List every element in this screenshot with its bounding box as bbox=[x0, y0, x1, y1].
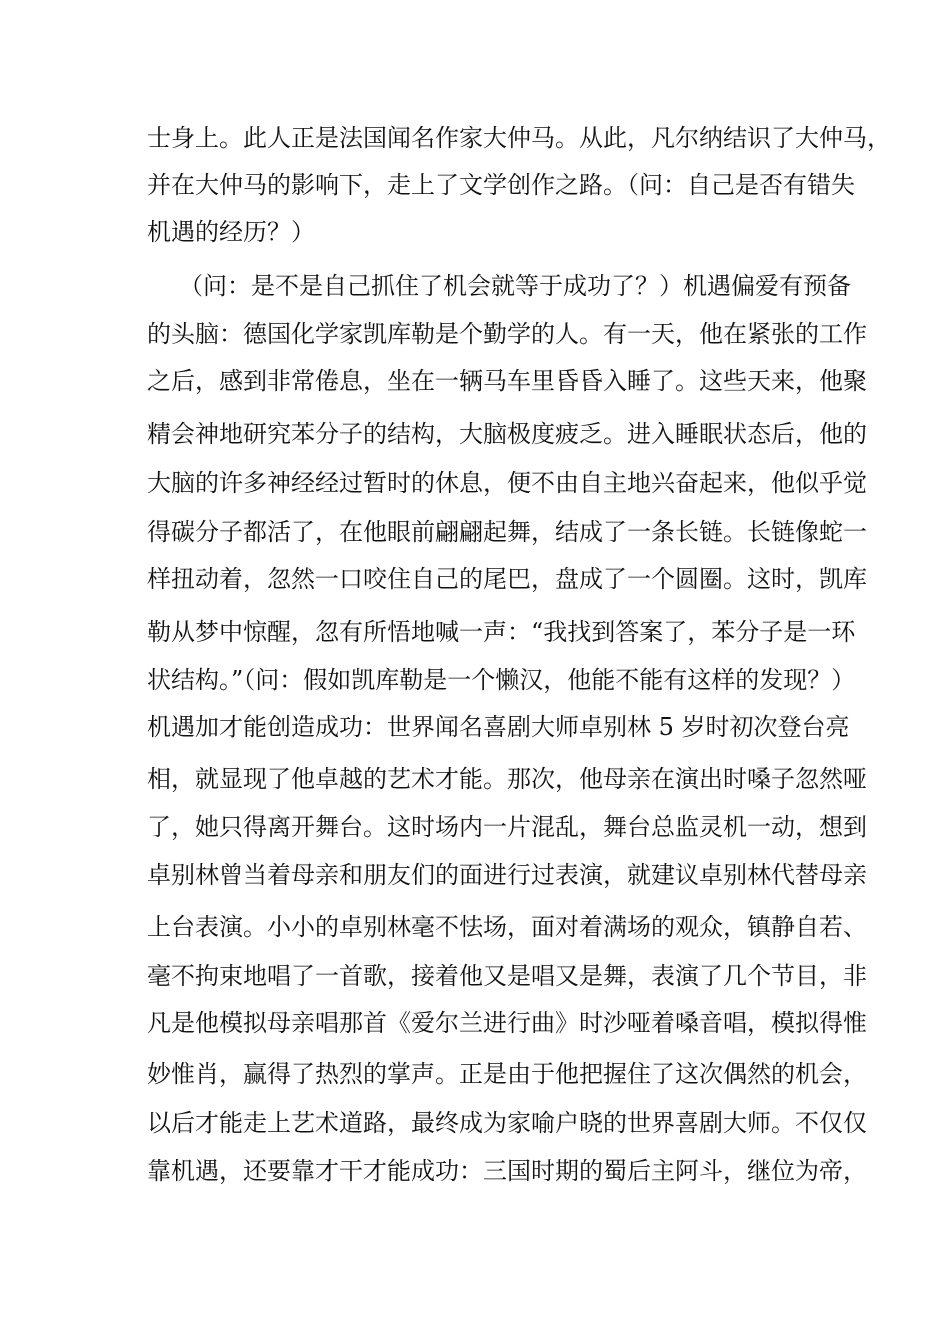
text-line: 靠机遇，还要靠才干才能成功：三国时期的蜀后主阿斗，继位为帝， bbox=[147, 1157, 867, 1185]
text-line: 勒从梦中惊醒，忽有所悟地喊一声：“我找到答案了，苯分子是一环 bbox=[147, 618, 856, 646]
text-line: 的头脑：德国化学家凯库勒是个勤学的人。有一天，他在紧张的工作 bbox=[147, 320, 867, 348]
text-line: 上台表演。小小的卓别林毫不怯场，面对着满场的观众，镇静自若、 bbox=[147, 913, 867, 941]
text-line: 机遇的经历？） bbox=[147, 218, 315, 246]
text-line: 士身上。此人正是法国闻名作家大仲马。从此，凡尔纳结识了大仲马， bbox=[147, 124, 891, 152]
text-line: 凡是他模拟母亲唱那首《爱尔兰进行曲》时沙哑着嗓音唱，模拟得惟 bbox=[147, 1009, 867, 1037]
text-line: （问：是不是自己抓住了机会就等于成功了？）机遇偏爱有预备 bbox=[179, 272, 851, 300]
text-line: 大脑的许多神经经过暂时的休息，便不由自主地兴奋起来，他似乎觉 bbox=[147, 469, 867, 497]
text-line: 卓别林曾当着母亲和朋友们的面进行过表演，就建议卓别林代替母亲 bbox=[147, 861, 867, 889]
text-line: 以后才能走上艺术道路，最终成为家喻户晓的世界喜剧大师。不仅仅 bbox=[147, 1109, 867, 1137]
text-line: 得碳分子都活了，在他眼前翩翩起舞，结成了一条长链。长链像蛇一 bbox=[147, 518, 867, 546]
text-line: 并在大仲马的影响下，走上了文学创作之路。（问：自己是否有错失 bbox=[147, 171, 855, 199]
text-line: 状结构。”（问：假如凯库勒是一个懒汉，他能不能有这样的发现？） bbox=[147, 666, 856, 694]
text-line: 精会神地研究苯分子的结构，大脑极度疲乏。进入睡眠状态后，他的 bbox=[147, 420, 867, 448]
text-line: 样扭动着，忽然一口咬住自己的尾巴，盘成了一个圆圈。这时，凯库 bbox=[147, 565, 867, 593]
text-line: 了，她只得离开舞台。这时场内一片混乱，舞台总监灵机一动，想到 bbox=[147, 813, 867, 841]
text-line: 机遇加才能创造成功：世界闻名喜剧大师卓别林 5 岁时初次登台亮 bbox=[147, 713, 850, 741]
text-line: 毫不拘束地唱了一首歌，接着他又是唱又是舞，表演了几个节目，非 bbox=[147, 962, 867, 990]
text-line: 之后，感到非常倦息，坐在一辆马车里昏昏入睡了。这些天来，他聚 bbox=[147, 367, 867, 395]
text-line: 妙惟肖，赢得了热烈的掌声。正是由于他把握住了这次偶然的机会， bbox=[147, 1060, 867, 1088]
text-line: 相，就显现了他卓越的艺术才能。那次，他母亲在演出时嗓子忽然哑 bbox=[147, 765, 867, 793]
